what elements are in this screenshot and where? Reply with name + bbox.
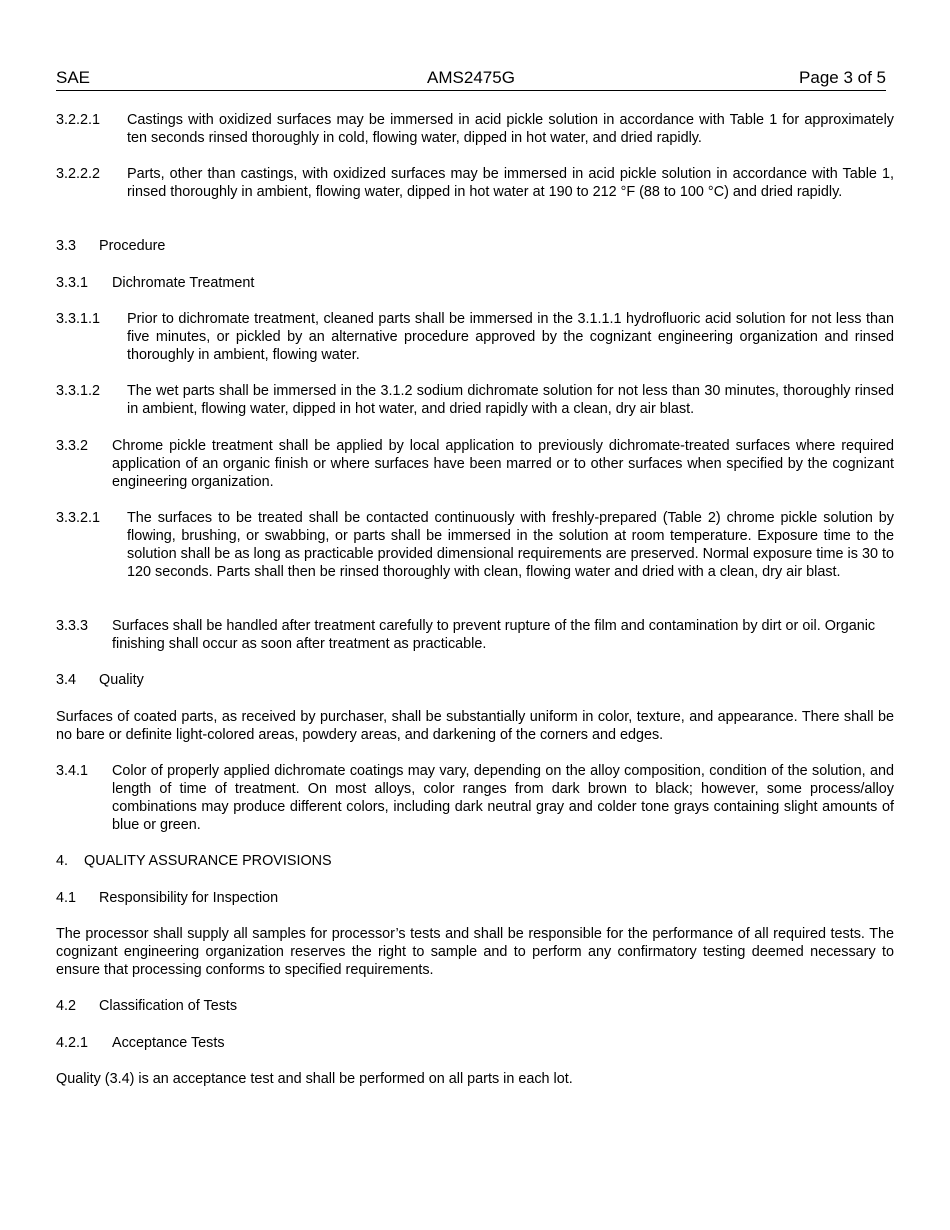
section-heading: Classification of Tests xyxy=(99,998,238,1014)
section-text: Quality (3.4) is an acceptance test and shall be performed on all parts in each lot. xyxy=(56,1071,573,1087)
section-3-3-3 xyxy=(56,617,894,653)
section-3-3-2 xyxy=(56,437,894,491)
section-text: The wet parts shall be immersed in the 3.1.2 sodium dichromate solution for not less than 30 minutes, thoroughly rinsed in ambient, flowing water, dipped in hot water, and dried rapidly with a clean, dry air blast. xyxy=(127,383,894,417)
publisher-name: SAE xyxy=(56,68,91,87)
section-text: The surfaces to be treated shall be contacted continuously with freshly-prepared (Table 2) chrome pickle solution by flowing, brushing, or swabbing, or parts shall be immersed in the solution at room temperature. Exposure time to the solution shall be as long as practicable provided dimensional requirements are preserved. Normal exposure time is 30 to 120 seconds. Parts shall then be rinsed thoroughly with clean, flowing water and dried with a clean, dry air blast. xyxy=(127,510,894,580)
section-3-2-2-1 xyxy=(56,111,894,147)
section-number: 4.2 xyxy=(56,998,77,1014)
section-number: 4.2.1 xyxy=(56,1035,89,1051)
section-text: The processor shall supply all samples for processor’s tests and shall be responsible for the performance of all required tests. The cognizant engineering organization reserves the right to sample and to perform any confirmatory testing deemed necessary to ensure that processing conforms to specified requirements. xyxy=(56,926,894,978)
section-3-4 xyxy=(56,671,894,689)
section-3-3-2-1 xyxy=(56,509,894,581)
section-3-3 xyxy=(56,237,894,255)
section-heading: Responsibility for Inspection xyxy=(99,890,279,906)
section-heading: Quality xyxy=(99,672,144,688)
section-text: Chrome pickle treatment shall be applied by local application to previously dichromate-treated surfaces where required application of an organic finish or where surfaces have been marred or to other surfaces when specified by the cognizant engineering organization. xyxy=(112,438,894,490)
page-number: Page 3 of 5 xyxy=(799,68,886,87)
section-3-4-1 xyxy=(56,762,894,834)
section-text: Surfaces shall be handled after treatment carefully to prevent rupture of the film and contamination by dirt or oil. Organic finishing shall occur as soon after treatment as practicable. xyxy=(112,618,876,652)
section-number: 3.4.1 xyxy=(56,763,89,779)
section-3-3-1-2 xyxy=(56,382,894,418)
section-text: Surfaces of coated parts, as received by purchaser, shall be substantially uniform in color, texture, and appearance. There shall be no bare or definite light-colored areas, powdery areas, and darkening of the corners and edges. xyxy=(56,709,894,743)
section-3-3-1-1 xyxy=(56,310,894,364)
section-number: 3.3.3 xyxy=(56,618,89,634)
section-number: 3.3.1.2 xyxy=(56,383,101,399)
section-4 xyxy=(56,852,894,870)
document-number: AMS2475G xyxy=(427,68,515,87)
section-heading: Acceptance Tests xyxy=(112,1035,225,1051)
section-heading: Procedure xyxy=(99,238,166,254)
section-number: 4.1 xyxy=(56,890,77,906)
section-number: 3.3 xyxy=(56,238,77,254)
section-number: 3.3.1 xyxy=(56,275,89,291)
section-4-2-1 xyxy=(56,1034,894,1052)
section-4-1 xyxy=(56,889,894,907)
section-4-2 xyxy=(56,997,894,1015)
section-number: 3.4 xyxy=(56,672,77,688)
section-text: Castings with oxidized surfaces may be immersed in acid pickle solution in accordance with Table 1 for approximately ten seconds rinsed thoroughly in cold, flowing water, dipped in hot water, and dried rapidly. xyxy=(127,112,894,146)
responsibility-paragraph xyxy=(56,925,894,979)
section-3-2-2-2 xyxy=(56,165,894,201)
section-heading: QUALITY ASSURANCE PROVISIONS xyxy=(84,853,332,869)
section-text: Parts, other than castings, with oxidized surfaces may be immersed in acid pickle solution in accordance with Table 1, rinsed thoroughly in ambient, flowing water, dipped in hot water at 190 to 212 °F (88 to 100 °C) and dried rapidly. xyxy=(127,166,894,200)
page-header xyxy=(56,68,886,91)
section-text: Prior to dichromate treatment, cleaned parts shall be immersed in the 3.1.1.1 hydrofluoric acid solution for not less than five minutes, or pickled by an alternative procedure approved by the cognizant engineering organization and rinsed thoroughly in ambient, flowing water. xyxy=(127,311,894,363)
section-number: 4. xyxy=(56,853,69,869)
section-3-3-1 xyxy=(56,274,894,292)
section-number: 3.2.2.2 xyxy=(56,166,101,182)
section-number: 3.3.1.1 xyxy=(56,311,101,327)
quality-paragraph xyxy=(56,708,894,744)
section-number: 3.3.2.1 xyxy=(56,510,101,526)
section-number: 3.2.2.1 xyxy=(56,112,101,128)
section-heading: Dichromate Treatment xyxy=(112,275,255,291)
acceptance-paragraph xyxy=(56,1070,894,1088)
section-text: Color of properly applied dichromate coatings may vary, depending on the alloy composition, condition of the solution, and length of time of treatment. On most alloys, color ranges from dark brown to black; however, some process/alloy combinations may produce different colors, including dark neutral gray and colder tone grays containing slight amounts of blue or green. xyxy=(112,763,894,833)
section-number: 3.3.2 xyxy=(56,438,89,454)
